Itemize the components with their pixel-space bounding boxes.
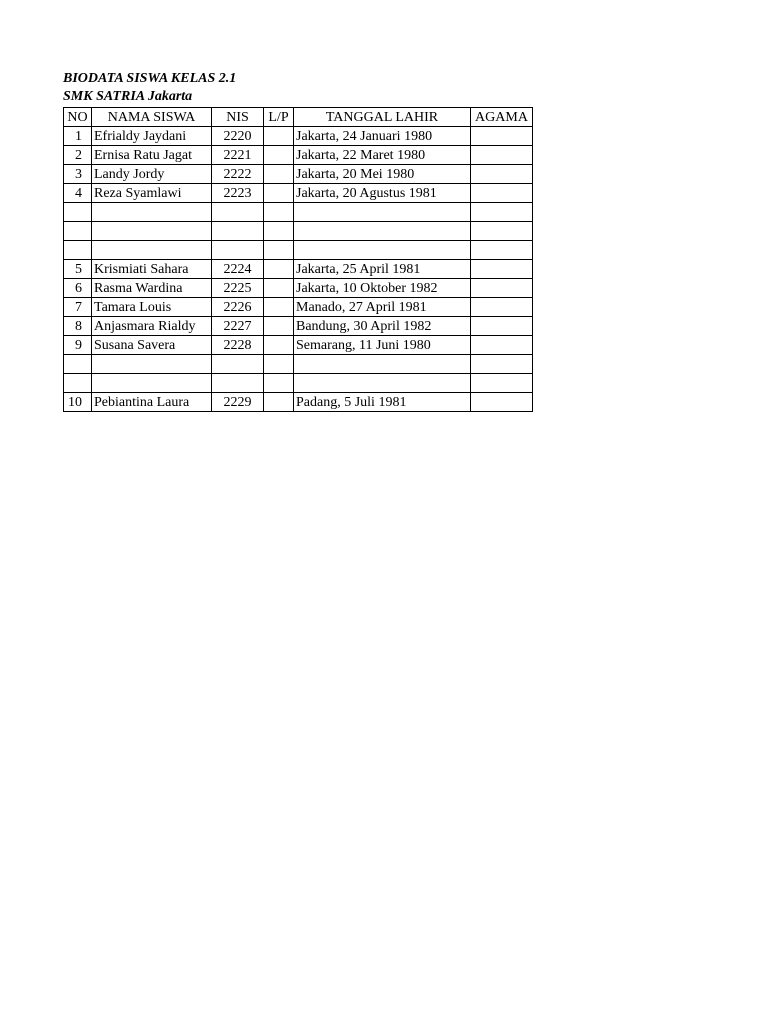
- cell-no: 8: [64, 317, 92, 336]
- table-row: [64, 222, 533, 241]
- table-row: [64, 203, 533, 222]
- cell-nama: Rasma Wardina: [92, 279, 212, 298]
- cell-tanggal: Manado, 27 April 1981: [294, 298, 471, 317]
- cell-nama: Efrialdy Jaydani: [92, 127, 212, 146]
- cell-lp: [264, 317, 294, 336]
- cell-agama: [471, 336, 533, 355]
- table-row: [64, 298, 533, 317]
- cell-agama: [471, 374, 533, 393]
- cell-nama: [92, 203, 212, 222]
- cell-tanggal: Bandung, 30 April 1982: [294, 317, 471, 336]
- cell-lp: [264, 279, 294, 298]
- cell-nis: [212, 241, 264, 260]
- cell-nama: [92, 374, 212, 393]
- cell-nama: Anjasmara Rialdy: [92, 317, 212, 336]
- header-tanggal: TANGGAL LAHIR: [294, 108, 471, 127]
- document-title: BIODATA SISWA KELAS 2.1: [63, 71, 237, 86]
- cell-nis: [212, 355, 264, 374]
- cell-nis: 2220: [212, 127, 264, 146]
- cell-lp: [264, 298, 294, 317]
- cell-nis: 2229: [212, 393, 264, 412]
- cell-lp: [264, 393, 294, 412]
- cell-agama: [471, 127, 533, 146]
- table-body: [64, 127, 533, 412]
- cell-nama: Ernisa Ratu Jagat: [92, 146, 212, 165]
- cell-no: 7: [64, 298, 92, 317]
- cell-nis: 2221: [212, 146, 264, 165]
- cell-nis: 2226: [212, 298, 264, 317]
- cell-tanggal: Semarang, 11 Juni 1980: [294, 336, 471, 355]
- cell-no: 2: [64, 146, 92, 165]
- cell-tanggal: [294, 241, 471, 260]
- cell-lp: [264, 260, 294, 279]
- cell-tanggal: [294, 222, 471, 241]
- cell-tanggal: [294, 203, 471, 222]
- cell-nis: 2228: [212, 336, 264, 355]
- header-nama: NAMA SISWA: [92, 108, 212, 127]
- cell-no: [64, 374, 92, 393]
- cell-agama: [471, 260, 533, 279]
- cell-no: [64, 241, 92, 260]
- cell-agama: [471, 355, 533, 374]
- cell-nis: 2223: [212, 184, 264, 203]
- cell-nis: [212, 203, 264, 222]
- cell-no: 10: [64, 393, 92, 412]
- cell-no: 5: [64, 260, 92, 279]
- cell-nis: [212, 374, 264, 393]
- cell-nama: Tamara Louis: [92, 298, 212, 317]
- cell-agama: [471, 393, 533, 412]
- table-row: [64, 355, 533, 374]
- document-page: [63, 70, 533, 412]
- cell-nama: [92, 241, 212, 260]
- cell-nama: Landy Jordy: [92, 165, 212, 184]
- cell-lp: [264, 336, 294, 355]
- cell-agama: [471, 298, 533, 317]
- header-no: NO: [64, 108, 92, 127]
- cell-no: 6: [64, 279, 92, 298]
- cell-lp: [264, 241, 294, 260]
- student-table: [63, 107, 533, 412]
- cell-lp: [264, 222, 294, 241]
- header-lp: L/P: [264, 108, 294, 127]
- cell-no: [64, 222, 92, 241]
- header-agama: AGAMA: [471, 108, 533, 127]
- cell-agama: [471, 222, 533, 241]
- table-row: [64, 241, 533, 260]
- table-row: [64, 184, 533, 203]
- cell-nama: Reza Syamlawi: [92, 184, 212, 203]
- cell-tanggal: Jakarta, 10 Oktober 1982: [294, 279, 471, 298]
- cell-lp: [264, 127, 294, 146]
- table-row: [64, 393, 533, 412]
- cell-agama: [471, 165, 533, 184]
- cell-nis: 2227: [212, 317, 264, 336]
- table-row: [64, 317, 533, 336]
- cell-agama: [471, 317, 533, 336]
- cell-tanggal: Jakarta, 20 Mei 1980: [294, 165, 471, 184]
- cell-lp: [264, 184, 294, 203]
- table-header-row: [64, 108, 533, 127]
- table-row: [64, 260, 533, 279]
- cell-agama: [471, 146, 533, 165]
- cell-no: [64, 355, 92, 374]
- table-row: [64, 165, 533, 184]
- cell-agama: [471, 203, 533, 222]
- cell-nama: [92, 355, 212, 374]
- cell-agama: [471, 279, 533, 298]
- cell-tanggal: Jakarta, 24 Januari 1980: [294, 127, 471, 146]
- cell-tanggal: Jakarta, 20 Agustus 1981: [294, 184, 471, 203]
- table-row: [64, 374, 533, 393]
- cell-tanggal: Jakarta, 22 Maret 1980: [294, 146, 471, 165]
- document-subtitle: SMK SATRIA Jakarta: [63, 89, 193, 104]
- cell-nama: [92, 222, 212, 241]
- table-row: [64, 127, 533, 146]
- cell-no: 3: [64, 165, 92, 184]
- table-row: [64, 146, 533, 165]
- cell-nama: Pebiantina Laura: [92, 393, 212, 412]
- cell-nis: 2222: [212, 165, 264, 184]
- cell-lp: [264, 374, 294, 393]
- cell-no: [64, 203, 92, 222]
- table-row: [64, 279, 533, 298]
- cell-nis: [212, 222, 264, 241]
- cell-lp: [264, 146, 294, 165]
- cell-lp: [264, 165, 294, 184]
- cell-tanggal: Padang, 5 Juli 1981: [294, 393, 471, 412]
- cell-nis: 2224: [212, 260, 264, 279]
- cell-nama: Krismiati Sahara: [92, 260, 212, 279]
- cell-lp: [264, 203, 294, 222]
- header-nis: NIS: [212, 108, 264, 127]
- cell-no: 1: [64, 127, 92, 146]
- table-row: [64, 336, 533, 355]
- cell-agama: [471, 241, 533, 260]
- cell-nis: 2225: [212, 279, 264, 298]
- cell-no: 9: [64, 336, 92, 355]
- cell-tanggal: [294, 355, 471, 374]
- cell-lp: [264, 355, 294, 374]
- cell-tanggal: Jakarta, 25 April 1981: [294, 260, 471, 279]
- cell-no: 4: [64, 184, 92, 203]
- cell-nama: Susana Savera: [92, 336, 212, 355]
- cell-agama: [471, 184, 533, 203]
- cell-tanggal: [294, 374, 471, 393]
